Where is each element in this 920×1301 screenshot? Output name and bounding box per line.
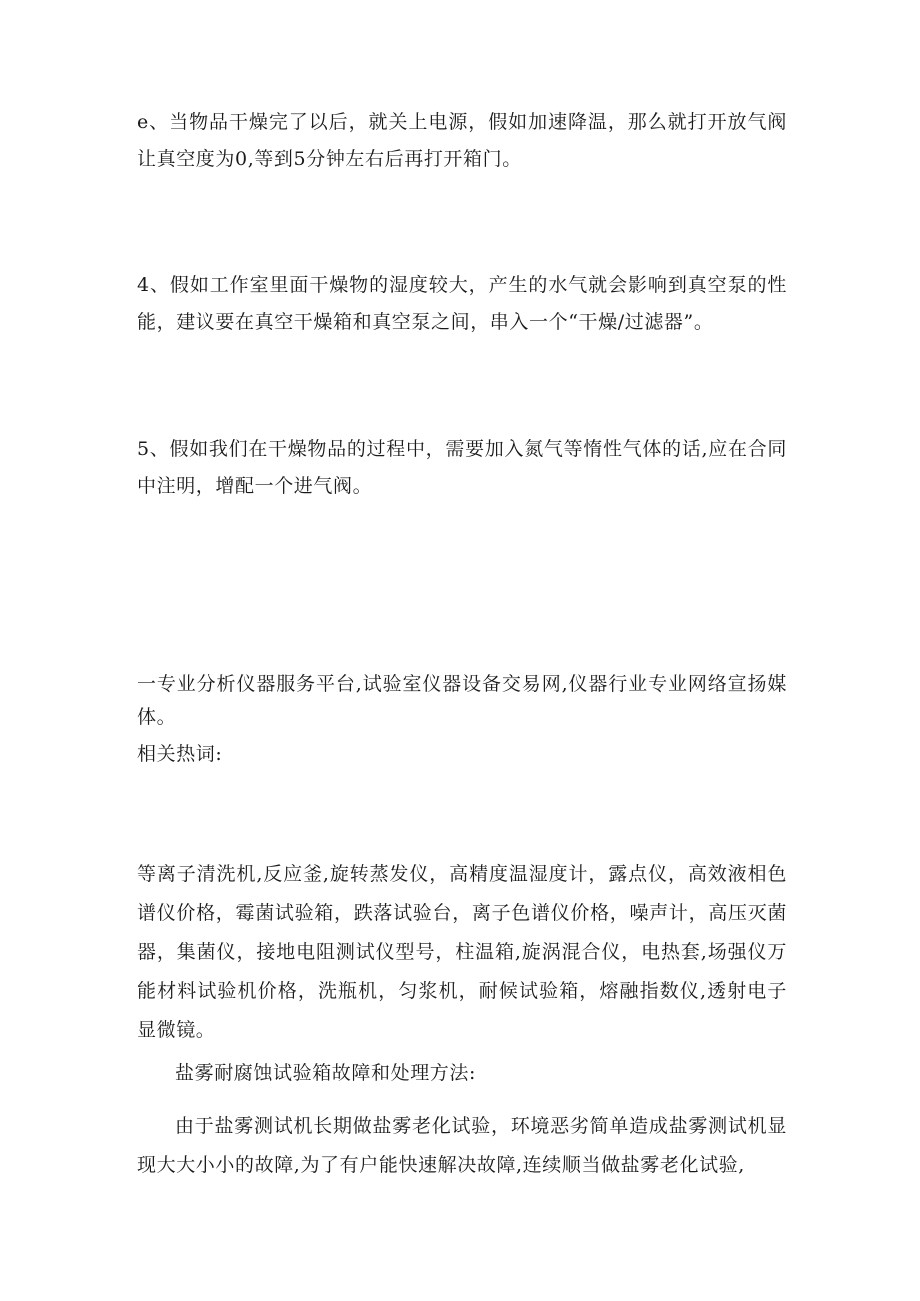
section-intro: 由于盐雾测试机长期做盐雾老化试验，环境恶劣简单造成盐雾测试机显现大大小小的故障,为了有户能快速解决故障,连续顺当做盐雾老化试验,: [137, 1115, 787, 1176]
section-heading: 盐雾耐腐蚀试验箱故障和处理方法:: [175, 1062, 477, 1084]
paragraph-platform: 一专业分析仪器服务平台,试验室仪器设备交易网,仪器行业专业网络宣扬媒体。: [137, 673, 787, 728]
hot-words-label: 相关热词:: [137, 743, 223, 765]
paragraph-item-5: 5、假如我们在干燥物品的过程中，需要加入氮气等惰性气体的话,应在合同中注明，增配一个进气阀。: [137, 438, 787, 497]
hot-words-list: 等离子清洗机,反应釜,旋转蒸发仪，高精度温湿度计，露点仪，高效液相色谱仪价格，霉菌试验箱，跌落试验台，离子色谱仪价格，噪声计，高压灭菌器，集菌仪，接地电阻测试仪型号，柱温箱,旋涡混合仪，电热套,场强仪万能材料试验机价格，洗瓶机，匀浆机，耐候试验箱，熔融指数仪,透射电子显微镜。: [137, 863, 787, 1041]
paragraph-step-e: e、当物品干燥完了以后，就关上电源，假如加速降温，那么就打开放气阀让真空度为0,等到5分钟左右后再打开箱门。: [137, 111, 787, 170]
paragraph-item-4: 4、假如工作室里面干燥物的湿度较大，产生的水气就会影响到真空泵的性能，建议要在真空干燥箱和真空泵之间，串入一个“干燥/过滤器”。: [137, 274, 787, 333]
